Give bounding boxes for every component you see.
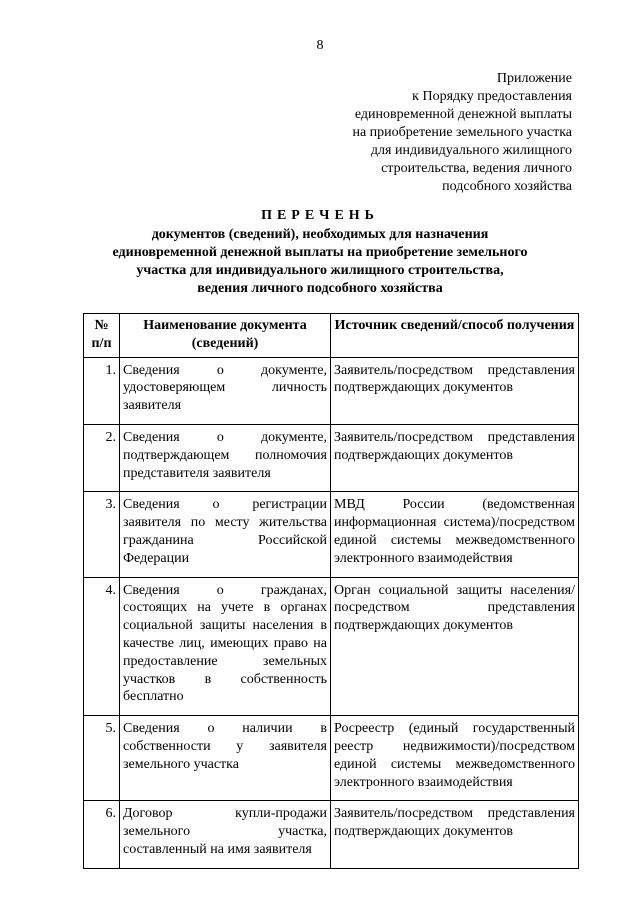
header-num: № п/п	[84, 314, 120, 358]
row-document-name: Сведения о документе, подтверждающем полномочия представителя заявителя	[120, 424, 331, 491]
appendix-line: подсобного хозяйства	[442, 179, 572, 194]
subtitle-line: документов (сведений), необходимых для назначения	[151, 227, 489, 242]
row-source: Росреестр (единый государственный реестр недвижимости)/посредством единой системы межведомственного электронного взаимодействия	[331, 716, 579, 801]
documents-table	[83, 313, 579, 869]
row-document-name: Договор купли-продажи земельного участка, составленный на имя заявителя	[120, 801, 331, 868]
header-name: Наименование документа (сведений)	[120, 314, 331, 358]
row-document-name: Сведения о регистрации заявителя по месту жительства гражданина Российской Федерации	[120, 492, 331, 577]
appendix-line: Приложение	[496, 71, 572, 86]
table-row	[84, 492, 579, 577]
subtitle-line: ведения личного подсобного хозяйства	[197, 281, 443, 296]
row-document-name: Сведения о гражданах, состоящих на учете в органах социальной защиты населения в качестве лиц, имеющих право на предоставление земельных участков в собственность бесплатно	[120, 577, 331, 716]
row-source: Заявитель/посредством представления подтверждающих документов	[331, 801, 579, 868]
row-num: 2.	[84, 424, 120, 491]
row-document-name: Сведения о наличии в собственности у заявителя земельного участка	[120, 716, 331, 801]
table-row	[84, 577, 579, 716]
document-subtitle	[0, 226, 640, 298]
row-num: 1.	[84, 357, 120, 424]
table-row	[84, 716, 579, 801]
table-row	[84, 424, 579, 491]
row-num: 6.	[84, 801, 120, 868]
document-title: ПЕРЕЧЕНЬ	[261, 208, 379, 223]
row-source: МВД России (ведомственная информационная система)/посредством единой системы межведомственного электронного взаимодействия	[331, 492, 579, 577]
appendix-line: строительства, ведения личного	[381, 161, 572, 176]
header-source: Источник сведений/способ получения	[331, 314, 579, 358]
appendix-line: для индивидуального жилищного	[370, 143, 572, 158]
row-num: 5.	[84, 716, 120, 801]
appendix-line: на приобретение земельного участка	[352, 125, 572, 140]
row-source: Заявитель/посредством представления подтверждающих документов	[331, 424, 579, 491]
table-row	[84, 357, 579, 424]
row-document-name: Сведения о документе, удостоверяющем личность заявителя	[120, 357, 331, 424]
row-num: 3.	[84, 492, 120, 577]
row-source: Орган социальной защиты населения/посредством представления подтверждающих документов	[331, 577, 579, 716]
row-source: Заявитель/посредством представления подтверждающих документов	[331, 357, 579, 424]
page-number: 8	[316, 38, 324, 53]
table-header-row	[84, 314, 579, 358]
appendix-line: к Порядку предоставления	[412, 89, 572, 104]
appendix-line: единовременной денежной выплаты	[354, 107, 572, 122]
subtitle-line: участка для индивидуального жилищного строительства,	[136, 263, 504, 278]
appendix-block	[252, 70, 572, 196]
table-row	[84, 801, 579, 868]
subtitle-line: единовременной денежной выплаты на приобретение земельного	[112, 245, 528, 260]
row-num: 4.	[84, 577, 120, 716]
